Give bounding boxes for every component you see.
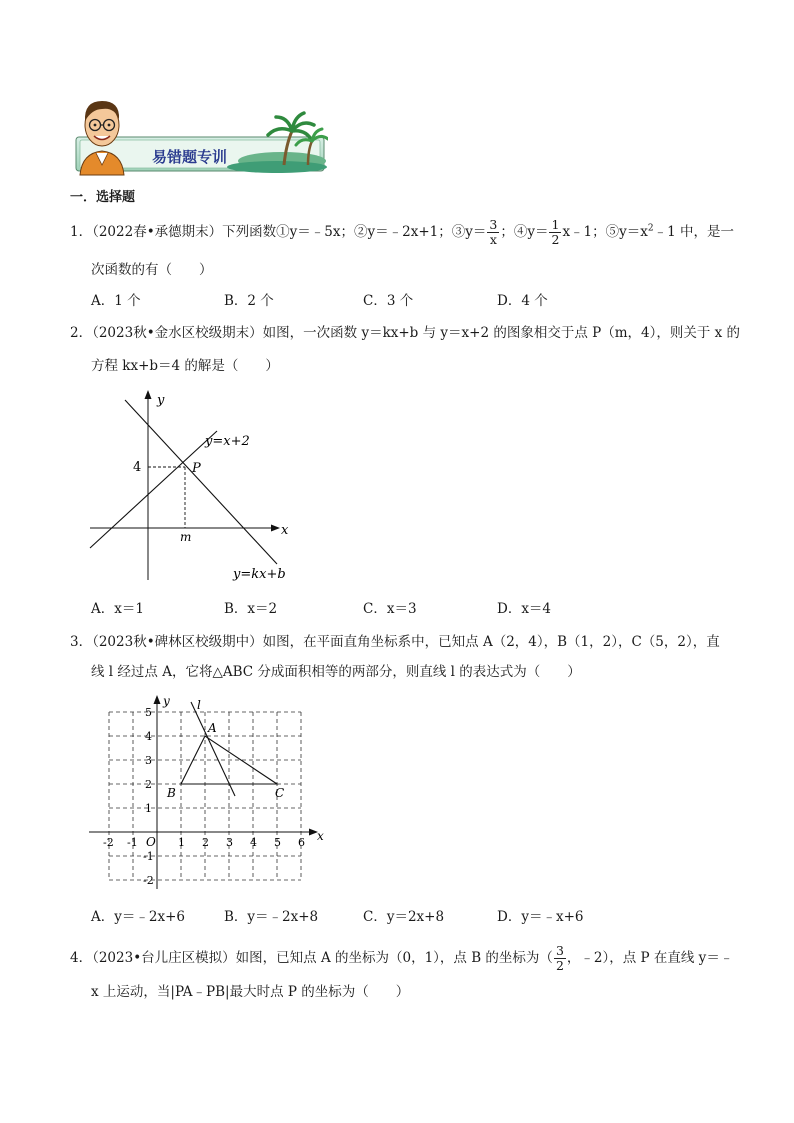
q1-f4-den: 2 bbox=[551, 232, 560, 247]
q3-x-tick-labels bbox=[103, 836, 305, 849]
q4-text1b: ，﹣2），点 P 在直线 y＝﹣ bbox=[566, 950, 734, 966]
q2-y-arrow-icon bbox=[145, 390, 152, 399]
q2-text1: （2023秋•金水区校级期末）如图，一次函数 y＝kx+b 与 y＝x+2 的图象相交于点 P（m，4），则关于 x 的 bbox=[92, 325, 741, 341]
q3-number: 3． bbox=[70, 634, 93, 650]
q1-f1: y＝﹣5x；② bbox=[289, 224, 368, 240]
q3-point-b: B bbox=[167, 786, 176, 800]
q1-f5: y＝x bbox=[619, 224, 648, 240]
q3-line2: 线 l 经过点 A，它将△ABC 分成面积相等的两部分，则直线 l 的表达式为（ ） bbox=[91, 664, 581, 680]
q3-xtick: -2 bbox=[103, 836, 114, 849]
q2-label-x-plus-2: y=x+2 bbox=[205, 434, 250, 449]
q1-f3-den: x bbox=[489, 232, 497, 247]
q3-xtick: 3 bbox=[226, 836, 233, 849]
q1-source: （2022春•承德期末）下列函数① bbox=[92, 224, 290, 240]
q3-xtick: 5 bbox=[274, 836, 281, 849]
q3-line-l bbox=[191, 702, 235, 796]
q3-grid-graph bbox=[85, 693, 330, 893]
q3-ytick: 1 bbox=[145, 802, 152, 815]
q3-line-l-label: l bbox=[197, 698, 201, 712]
q1-line1 bbox=[70, 218, 734, 247]
q2-point-p: P bbox=[192, 461, 201, 476]
q1-number: 1． bbox=[70, 224, 93, 240]
section-title: 一．选择题 bbox=[70, 190, 136, 205]
q2-number: 2． bbox=[70, 325, 93, 341]
q4-line2: x 上运动，当|PA﹣PB|最大时点 P 的坐标为（ ） bbox=[91, 984, 410, 1000]
q2-y-label: y bbox=[157, 393, 165, 408]
q3-ytick: 4 bbox=[145, 730, 152, 743]
q3-xtick: 4 bbox=[250, 836, 257, 849]
q1-f4-num: 1 bbox=[551, 217, 560, 232]
q4-line1 bbox=[70, 944, 733, 973]
q2-x-arrow-icon bbox=[271, 525, 280, 532]
banner-graphic bbox=[72, 95, 328, 177]
q2-option-b[interactable]: B．x＝2 bbox=[224, 601, 278, 617]
q1-option-c[interactable]: C．3 个 bbox=[363, 293, 414, 309]
q1-f3-num: 3 bbox=[489, 217, 498, 232]
q3-xtick: 1 bbox=[178, 836, 185, 849]
q1-option-d[interactable]: D．4 个 bbox=[497, 293, 548, 309]
q1-f5-post: ﹣1 中，是一 bbox=[653, 224, 735, 240]
q3-y-label: y bbox=[163, 694, 170, 708]
q2-label-kx-plus-b: y=kx+b bbox=[233, 567, 286, 582]
q3-option-c[interactable]: C．y＝2x+8 bbox=[363, 909, 445, 925]
q3-line1 bbox=[70, 632, 720, 652]
q2-x-label: x bbox=[281, 523, 289, 538]
q1-f5-sup: 2 bbox=[647, 223, 654, 234]
q3-ytick: 5 bbox=[145, 706, 152, 719]
q1-frac-3-over-x bbox=[487, 218, 499, 247]
q2-line2: 方程 kx+b＝4 的解是（ ） bbox=[91, 358, 279, 374]
q1-f4-post: x﹣1；⑤ bbox=[562, 224, 620, 240]
q2-option-c[interactable]: C．x＝3 bbox=[363, 601, 417, 617]
q3-point-a: A bbox=[208, 721, 217, 735]
q3-x-label: x bbox=[317, 829, 324, 843]
q2-four-label: 4 bbox=[133, 460, 142, 475]
q3-y-tick-labels bbox=[143, 706, 154, 887]
q3-ytick: -1 bbox=[143, 850, 154, 863]
q4-frac-den: 2 bbox=[555, 958, 564, 973]
q3-option-b[interactable]: B．y＝﹣2x+8 bbox=[224, 909, 319, 925]
q3-y-arrow-icon bbox=[154, 695, 161, 704]
q1-f3-post: ；④ bbox=[500, 224, 528, 240]
q1-f2: y＝﹣2x+1；③ bbox=[367, 224, 466, 240]
q3-origin: O bbox=[146, 835, 156, 849]
q4-frac-3-over-2 bbox=[554, 944, 566, 973]
q1-option-b[interactable]: B．2 个 bbox=[224, 293, 274, 309]
q3-xtick: 2 bbox=[202, 836, 209, 849]
q3-point-c: C bbox=[275, 786, 285, 800]
q2-option-a[interactable]: A．x＝1 bbox=[91, 601, 144, 617]
q3-ytick: 2 bbox=[145, 778, 152, 791]
q1-option-a[interactable]: A．1 个 bbox=[91, 293, 141, 309]
q1-f4-pre: y＝ bbox=[527, 224, 549, 240]
q3-ytick: 3 bbox=[145, 754, 152, 767]
q2-line1 bbox=[70, 323, 740, 343]
q3-option-d[interactable]: D．y＝﹣x+6 bbox=[497, 909, 584, 925]
q2-m-label: m bbox=[180, 530, 192, 544]
banner bbox=[72, 95, 328, 177]
q3-xtick: -1 bbox=[127, 836, 138, 849]
q2-graph bbox=[85, 388, 305, 588]
q4-frac-num: 3 bbox=[555, 943, 564, 958]
q3-option-a[interactable]: A．y＝﹣2x+6 bbox=[91, 909, 185, 925]
q1-f3-pre: y＝ bbox=[465, 224, 487, 240]
banner-title: 易错题专训 bbox=[152, 148, 228, 166]
q3-text1: （2023秋•碑林区校级期中）如图，在平面直角坐标系中，已知点 A（2，4），B（1，2），C（5，2），直 bbox=[92, 634, 720, 650]
q2-line-x-plus-2 bbox=[90, 431, 217, 548]
q1-frac-1-over-2 bbox=[549, 218, 561, 247]
q4-number: 4． bbox=[70, 950, 93, 966]
q3-xtick: 6 bbox=[298, 836, 305, 849]
q1-line2: 次函数的有（ ） bbox=[91, 262, 213, 278]
q2-option-d[interactable]: D．x＝4 bbox=[497, 601, 552, 617]
q3-ytick: -2 bbox=[143, 874, 154, 887]
q4-text1a: （2023•台儿庄区模拟）如图，已知点 A 的坐标为（0，1），点 B 的坐标为（ bbox=[92, 950, 553, 966]
